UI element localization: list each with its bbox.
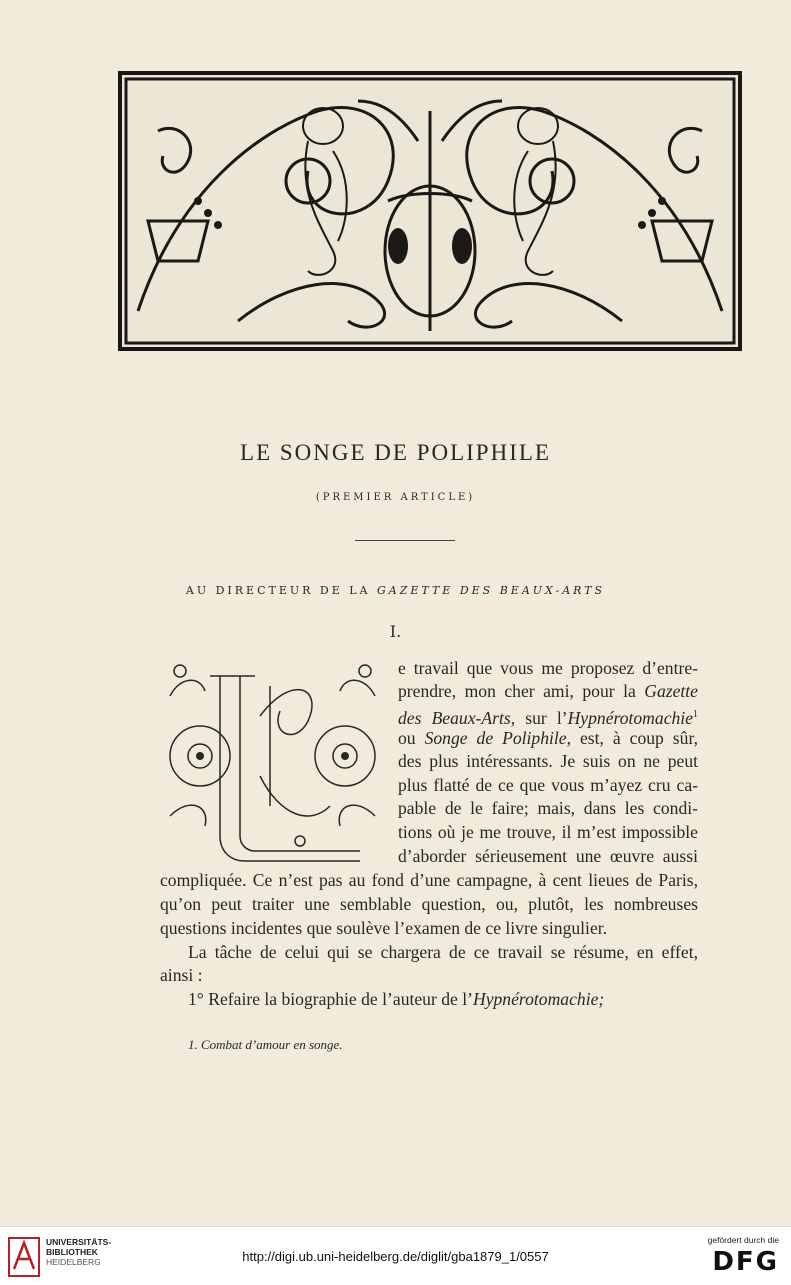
text-line [398, 680, 698, 703]
ornamental-headpiece [118, 71, 742, 351]
library-name-line: HEIDELBERG [46, 1257, 101, 1267]
text-line: des plus intéressants. Je suis on ne peut [398, 751, 698, 771]
text-line: ainsi : [160, 965, 203, 985]
text-span-italic: Songe de Poliphile, [424, 728, 571, 748]
text-line: compliquée. Ce n’est pas au fond d’une campagne, à cent lieues de Paris, [160, 870, 698, 890]
text-line: La tâche de celui qui se chargera de ce travail se résume, en effet, [188, 942, 698, 962]
viewer-footer [0, 1226, 791, 1285]
text-span: sur l’ [515, 707, 568, 728]
dfg-logo: DFG [712, 1247, 779, 1277]
footnote-marker: 1 [693, 709, 698, 720]
article-title: LE SONGE DE POLIPHILE [240, 440, 551, 465]
headpiece-engraving [118, 71, 742, 351]
text-span-italic: Hypnérotomachie [567, 707, 693, 728]
section-number: I. [389, 622, 402, 641]
text-span: prendre, mon cher ami, pour la [398, 681, 645, 701]
text-line: e travail que vous me proposez d’entre- [398, 658, 698, 678]
dedication [0, 584, 791, 597]
text-line: qu’on peut traiter une semblable question, ou, plutôt, les nombreuses [160, 894, 698, 914]
dedication-prefix: AU DIRECTEUR DE LA [185, 584, 378, 597]
text-span: 1° Refaire la biographie de l’auteur de l’ [188, 989, 473, 1009]
footnote: 1. Combat d’amour en songe. [188, 1037, 343, 1052]
library-name-line: BIBLIOTHEK [46, 1247, 98, 1257]
text-span-italic: Hypnérotomachie; [473, 989, 605, 1009]
text-line: pable de le faire; mais, dans les condi- [398, 798, 698, 818]
sponsor-label: gefördert durch die [707, 1235, 779, 1245]
permalink-url[interactable]: http://digi.ub.uni-heidelberg.de/diglit/gba1879_1/0557 [242, 1249, 549, 1264]
text-line [398, 727, 698, 750]
article-subtitle: (PREMIER ARTICLE) [315, 492, 476, 503]
text-span-italic: des Beaux-Arts, [398, 707, 516, 728]
text-line: tions où je me trouve, il m’est impossible [398, 822, 698, 842]
text-span: ou [398, 728, 425, 748]
decorated-initial-l [160, 656, 385, 866]
library-name-line: UNIVERSITÄTS- [46, 1237, 112, 1247]
text-line [188, 988, 698, 1011]
text-span: est, à coup sûr, [571, 728, 698, 748]
dedication-journal: GAZETTE DES BEAUX-ARTS [377, 584, 606, 597]
text-line: d’aborder sérieusement une œuvre aussi [398, 846, 698, 866]
text-span-italic: Gazette [644, 681, 698, 701]
divider-rule [355, 540, 455, 541]
text-line: plus flatté de ce que vous m’ayez cru ca- [398, 775, 698, 795]
initial-letter-l-icon [160, 656, 385, 866]
text-line: questions incidentes que soulève l’examen de ce livre singulier. [160, 918, 608, 938]
